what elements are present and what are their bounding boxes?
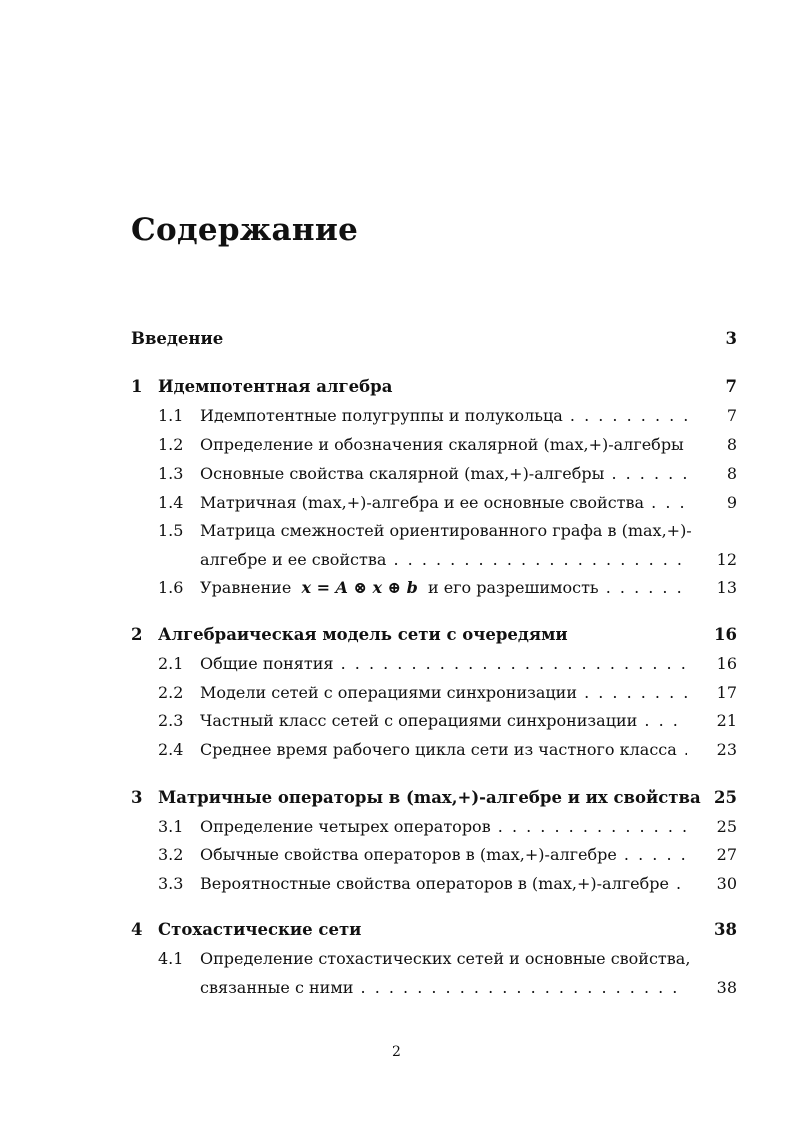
toc-section-title-start: Уравнение — [200, 578, 292, 597]
toc-chapter-number: 1 — [131, 377, 143, 396]
toc-section-number: 2.1 — [158, 654, 184, 673]
toc-section-number: 3.3 — [158, 874, 184, 893]
toc-page-number: 16 — [714, 625, 737, 644]
toc-section-title: Среднее время рабочего цикла сети из частного класса . . . — [200, 737, 687, 763]
toc-section-title-continuation: алгебре и ее свойства . . . — [200, 547, 687, 573]
toc-section-title: Матрица смежностей ориентированного графа в (max,+)- — [200, 521, 692, 540]
toc-page-number: 12 — [716, 550, 737, 569]
toc-chapter-1[interactable] — [131, 374, 737, 400]
toc-section-1-4[interactable] — [131, 490, 737, 516]
toc-page-number: 27 — [716, 845, 737, 864]
toc-section-title: Обычные свойства операторов в (max,+)-алгебре . . . — [200, 842, 687, 868]
toc-section-2-4[interactable] — [131, 737, 737, 763]
toc-section-1-6[interactable] — [131, 575, 737, 601]
toc-section-3-3[interactable] — [131, 871, 737, 897]
page-title: Содержание — [131, 212, 359, 248]
toc-section-number: 3.1 — [158, 817, 184, 836]
toc-page-number: 17 — [716, 683, 737, 702]
toc-section-title-continuation: связанные с ними . . . — [200, 975, 687, 1001]
toc-page-number: 3 — [725, 329, 737, 348]
toc-page-number: 21 — [716, 711, 737, 730]
page-number: 2 — [392, 1044, 401, 1060]
toc-section-title: Модели сетей с операциями синхронизации . . . — [200, 680, 687, 706]
toc-section-number: 1.5 — [158, 521, 184, 540]
toc-chapter-number: 2 — [131, 625, 143, 644]
toc-section-3-1[interactable] — [131, 814, 737, 840]
toc-section-1-3[interactable] — [131, 461, 737, 487]
toc-section-4-1-continuation[interactable] — [131, 975, 737, 1001]
toc-section-4-1[interactable] — [131, 946, 737, 972]
toc-section-title — [200, 575, 687, 601]
toc-chapter-title: Стохастические сети — [158, 920, 362, 939]
toc-section-number: 4.1 — [158, 949, 184, 968]
toc-section-1-5[interactable] — [131, 518, 737, 544]
toc-page-number: 16 — [716, 654, 737, 673]
toc-section-title-end: и его разрешимость — [427, 578, 599, 597]
toc-page-number: 25 — [714, 788, 737, 807]
toc-section-2-3[interactable] — [131, 708, 737, 734]
toc-page-number: 7 — [726, 406, 737, 425]
toc-section-title: Матричная (max,+)-алгебра и ее основные свойства . . . — [200, 490, 687, 516]
toc-section-title: Идемпотентные полугруппы и полукольца . . . — [200, 403, 687, 429]
toc-entry-intro[interactable] — [131, 326, 737, 352]
toc-section-number: 1.2 — [158, 435, 184, 454]
toc-chapter-title: Матричные операторы в (max,+)-алгебре и их свойства — [158, 788, 701, 807]
toc-section-1-1[interactable] — [131, 403, 737, 429]
toc-chapter-number: 4 — [131, 920, 143, 939]
toc-section-3-2[interactable] — [131, 842, 737, 868]
toc-section-title: Общие понятия . . . — [200, 651, 687, 677]
toc-section-2-1[interactable] — [131, 651, 737, 677]
toc-page-number: 25 — [716, 817, 737, 836]
toc-section-number: 1.1 — [158, 406, 184, 425]
toc-chapter-number: 3 — [131, 788, 143, 807]
toc-section-title: Вероятностные свойства операторов в (max,+)-алгебре . . . — [200, 871, 687, 897]
toc-page-number: 8 — [726, 435, 737, 454]
toc-section-title: Определение четырех операторов . . . — [200, 814, 687, 840]
toc-page-number: 13 — [716, 578, 737, 597]
toc-section-title: Частный класс сетей с операциями синхронизации . . . — [200, 708, 687, 734]
toc-section-1-5-continuation[interactable] — [131, 547, 737, 573]
toc-section-number: 2.2 — [158, 683, 184, 702]
toc-page-number: 23 — [716, 740, 737, 759]
toc-chapter-4[interactable] — [131, 917, 737, 943]
toc-page-number: 9 — [726, 493, 737, 512]
toc-entry-title: Введение — [131, 329, 224, 348]
toc-page-number: 7 — [725, 377, 737, 396]
toc-section-title: Основные свойства скалярной (max,+)-алгебры . . . — [200, 461, 687, 487]
toc-page-number: 30 — [716, 874, 737, 893]
toc-section-number: 2.3 — [158, 711, 184, 730]
toc-section-title: Определение стохастических сетей и основные свойства, — [200, 949, 691, 968]
toc-page-number: 38 — [714, 920, 737, 939]
toc-chapter-title: Алгебраическая модель сети с очередями — [158, 625, 568, 644]
toc-section-title: Определение и обозначения скалярной (max,+)-алгебры — [200, 435, 684, 454]
toc-section-number: 3.2 — [158, 845, 184, 864]
toc-section-1-2[interactable] — [131, 432, 737, 458]
toc-section-number: 2.4 — [158, 740, 184, 759]
toc-section-2-2[interactable] — [131, 680, 737, 706]
toc-chapter-2[interactable] — [131, 622, 737, 648]
toc-section-number: 1.4 — [158, 493, 184, 512]
toc-chapter-title: Идемпотентная алгебра — [158, 377, 393, 396]
equation: x = A ⊗ x ⊕ b — [301, 578, 418, 597]
toc-section-number: 1.3 — [158, 464, 184, 483]
toc-chapter-3[interactable] — [131, 785, 737, 811]
toc-section-number: 1.6 — [158, 578, 184, 597]
toc-page-number: 8 — [726, 464, 737, 483]
toc-page-number: 38 — [716, 978, 737, 997]
